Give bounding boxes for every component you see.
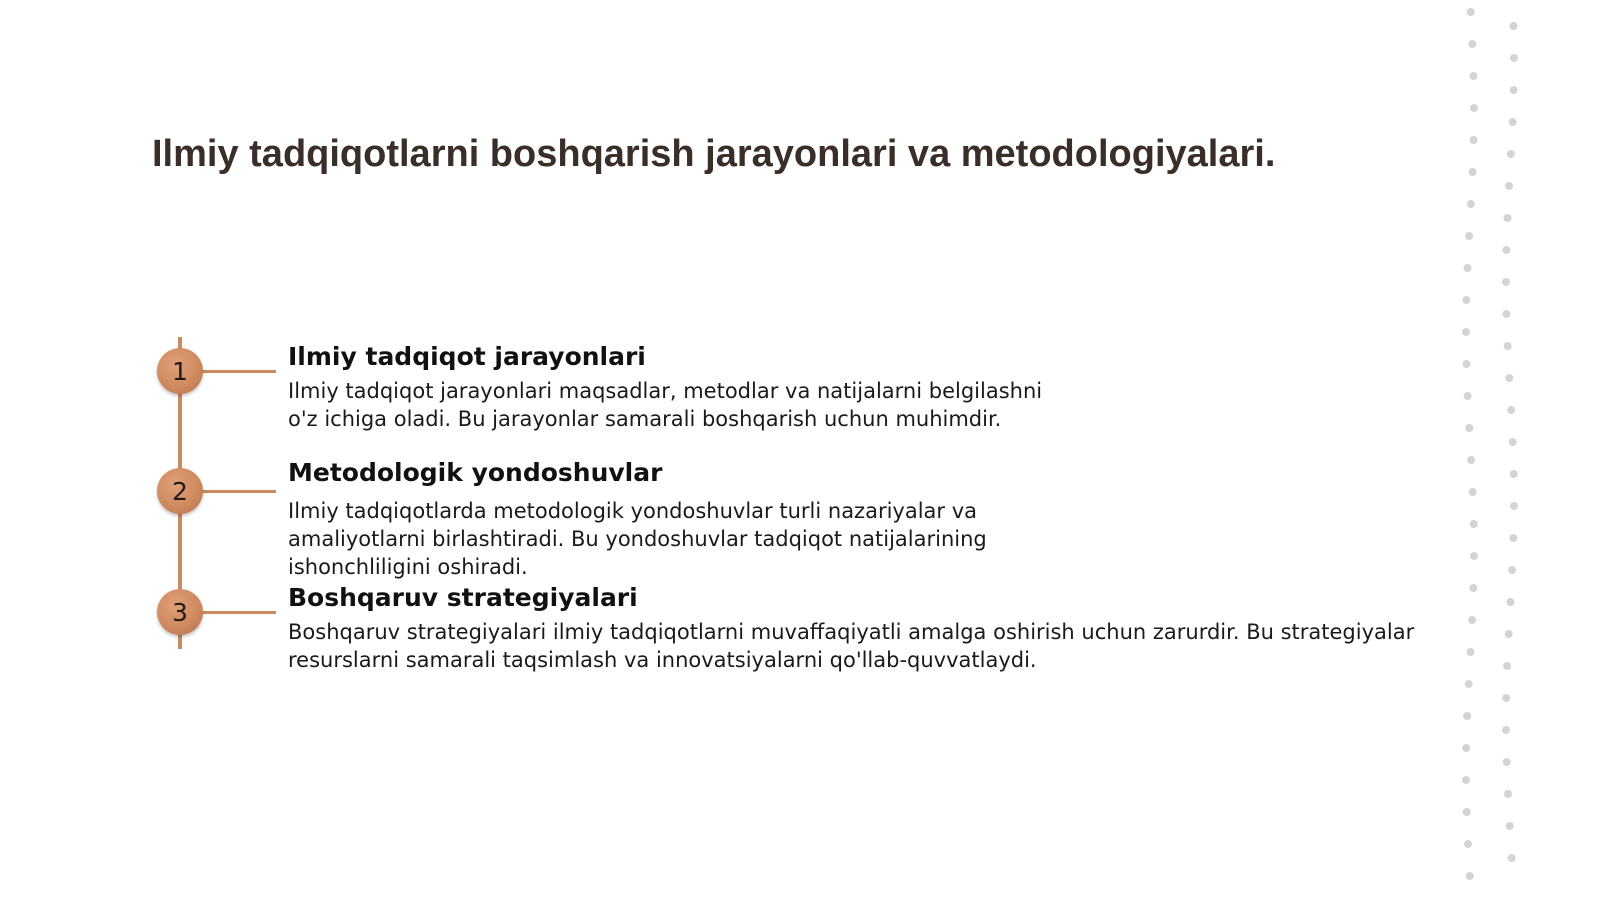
decorative-dot (1502, 694, 1510, 702)
description-line: ishonchliligini oshiradi. (288, 555, 528, 579)
decorative-dot (1464, 840, 1472, 848)
timeline-connector (200, 370, 276, 373)
decorative-dot-pattern (1450, 0, 1600, 899)
decorative-dot (1503, 214, 1511, 222)
decorative-dot (1509, 118, 1517, 126)
step-heading-2: Metodologik yondoshuvlar (288, 458, 663, 487)
decorative-dot (1510, 54, 1518, 62)
decorative-dot (1462, 296, 1470, 304)
decorative-dot (1506, 822, 1514, 830)
decorative-dot (1468, 616, 1476, 624)
decorative-dot (1463, 712, 1471, 720)
decorative-dot (1510, 502, 1518, 510)
decorative-dot (1467, 200, 1475, 208)
decorative-dot (1509, 438, 1517, 446)
decorative-dot (1504, 790, 1512, 798)
decorative-dot (1510, 470, 1518, 478)
step-description-2 (288, 497, 987, 581)
decorative-dot (1510, 22, 1518, 30)
decorative-dot (1505, 630, 1513, 638)
decorative-dot (1502, 246, 1510, 254)
decorative-dot (1465, 232, 1473, 240)
decorative-dot (1462, 328, 1470, 336)
step-heading-3: Boshqaruv strategiyalari (288, 583, 638, 612)
decorative-dot (1470, 552, 1478, 560)
decorative-dot (1464, 392, 1472, 400)
step-description-1 (288, 377, 1042, 433)
decorative-dot (1502, 310, 1510, 318)
decorative-dot (1467, 456, 1475, 464)
timeline-connector (200, 611, 276, 614)
decorative-dot (1503, 758, 1511, 766)
step-marker-2: 2 (157, 468, 203, 514)
decorative-dot (1502, 278, 1510, 286)
decorative-dot (1502, 726, 1510, 734)
decorative-dot (1468, 40, 1476, 48)
decorative-dot (1470, 520, 1478, 528)
decorative-dot (1505, 182, 1513, 190)
decorative-dot (1462, 360, 1470, 368)
step-heading-1: Ilmiy tadqiqot jarayonlari (288, 342, 646, 371)
description-line: resurslarni samarali taqsimlash va innovatsiyalarni qo'llab-quvvatlaydi. (288, 648, 1037, 672)
decorative-dot (1466, 648, 1474, 656)
decorative-dot (1507, 150, 1515, 158)
decorative-dot (1510, 86, 1518, 94)
decorative-dot (1462, 744, 1470, 752)
decorative-dot (1469, 488, 1477, 496)
description-line: amaliyotlarni birlashtiradi. Bu yondoshuvlar tadqiqot natijalarining (288, 527, 987, 551)
decorative-dot (1508, 566, 1516, 574)
decorative-dot (1503, 662, 1511, 670)
decorative-dot (1470, 72, 1478, 80)
description-line: Boshqaruv strategiyalari ilmiy tadqiqotlarni muvaffaqiyatli amalga oshirish uchun zarurdir. Bu strategiyalar (288, 620, 1415, 644)
timeline-connector (200, 490, 276, 493)
decorative-dot (1469, 168, 1477, 176)
decorative-dot (1504, 342, 1512, 350)
decorative-dot (1465, 680, 1473, 688)
decorative-dot (1508, 854, 1516, 862)
decorative-dot (1463, 264, 1471, 272)
decorative-dot (1465, 424, 1473, 432)
decorative-dot (1463, 808, 1471, 816)
decorative-dot (1505, 374, 1513, 382)
step-marker-3: 3 (157, 589, 203, 635)
slide-title: Ilmiy tadqiqotlarni boshqarish jarayonlari va metodologiyalari. (152, 133, 1276, 175)
step-marker-1: 1 (157, 348, 203, 394)
description-line: Ilmiy tadqiqotlarda metodologik yondoshuvlar turli nazariyalar va (288, 499, 978, 523)
decorative-dot (1506, 598, 1514, 606)
decorative-dot (1467, 8, 1475, 16)
decorative-dot (1466, 872, 1474, 880)
description-line: o'z ichiga oladi. Bu jarayonlar samarali boshqarish uchun muhimdir. (288, 407, 1002, 431)
decorative-dot (1470, 136, 1478, 144)
description-line: Ilmiy tadqiqot jarayonlari maqsadlar, metodlar va natijalarni belgilashni (288, 379, 1043, 403)
dot-pattern-graphic (1450, 0, 1600, 899)
decorative-dot (1470, 104, 1478, 112)
decorative-dot (1469, 584, 1477, 592)
step-description-3 (288, 618, 1414, 674)
decorative-dot (1507, 406, 1515, 414)
decorative-dot (1462, 776, 1470, 784)
decorative-dot (1509, 534, 1517, 542)
